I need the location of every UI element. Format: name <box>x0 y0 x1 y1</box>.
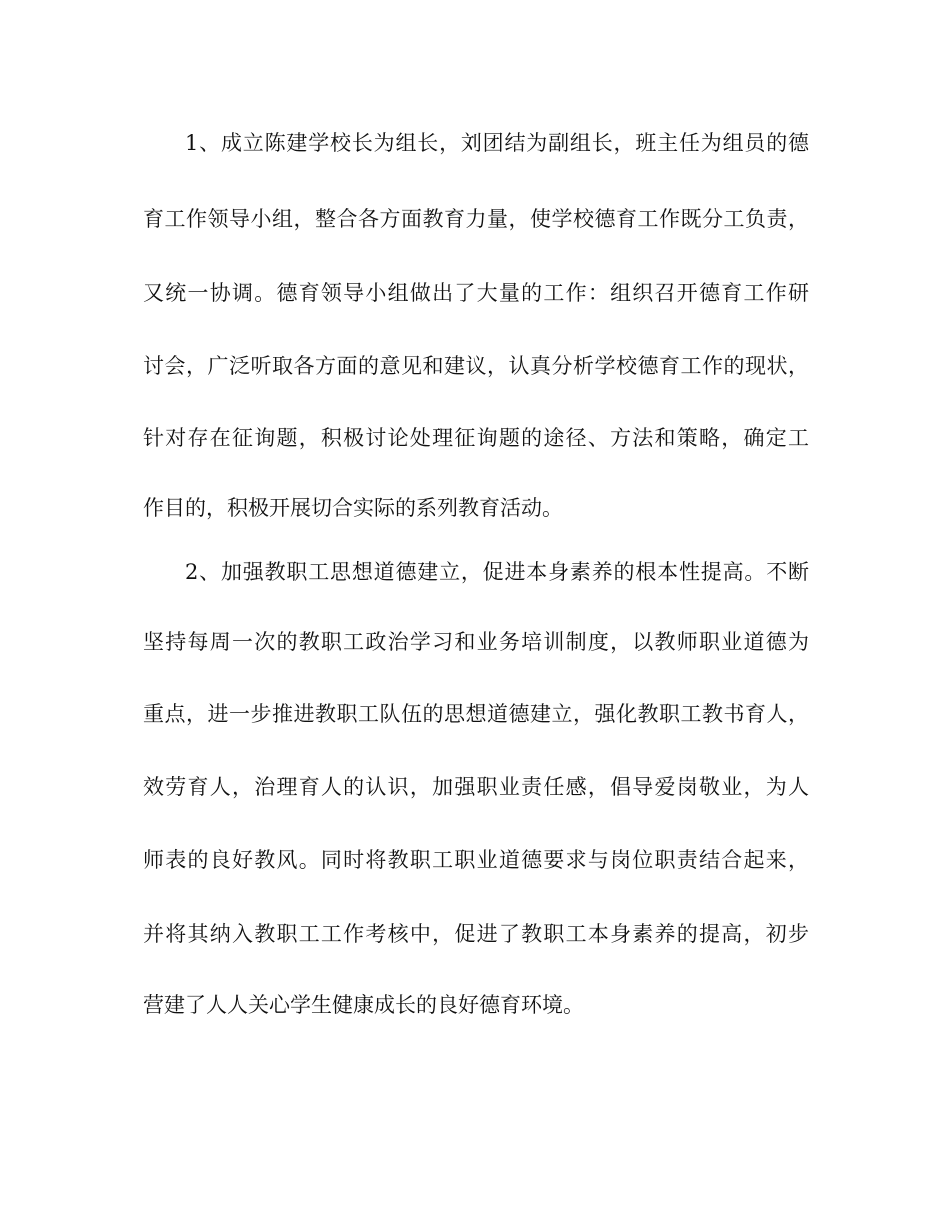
paragraph-line: 并将其纳入教职工工作考核中，促进了教职工本身素养的提高，初步 <box>143 922 809 946</box>
paragraph-line: 作目的，积极开展切合实际的系列教育活动。 <box>143 496 563 520</box>
paragraph-line: 讨会，广泛听取各方面的意见和建议，认真分析学校德育工作的现状， <box>143 354 809 378</box>
paragraph-line: 针对存在征询题，积极讨论处理征询题的途径、方法和策略，确定工 <box>143 426 809 450</box>
paragraph-line: 又统一协调。德育领导小组做出了大量的工作：组织召开德育工作研 <box>143 281 809 305</box>
paragraph-line: 营建了人人关心学生健康成长的良好德育环境。 <box>143 993 584 1017</box>
paragraph-line: 效劳育人，治理育人的认识，加强职业责任感，倡导爱岗敬业，为人 <box>143 775 809 799</box>
paragraph-line: 育工作领导小组，整合各方面教育力量，使学校德育工作既分工负责， <box>143 207 809 231</box>
paragraph-line: 重点，进一步推进教职工队伍的思想道德建立，强化教职工教书育人， <box>143 702 809 726</box>
paragraph-line: 2、加强教职工思想道德建立，促进本身素养的根本性提高。不断 <box>185 560 809 584</box>
paragraph-line: 师表的良好教风。同时将教职工职业道德要求与岗位职责结合起来， <box>143 848 809 872</box>
paragraph-line: 坚持每周一次的教职工政治学习和业务培训制度，以教师职业道德为 <box>143 630 809 654</box>
paragraph-line: 1、成立陈建学校长为组长，刘团结为副组长，班主任为组员的德 <box>185 131 809 155</box>
